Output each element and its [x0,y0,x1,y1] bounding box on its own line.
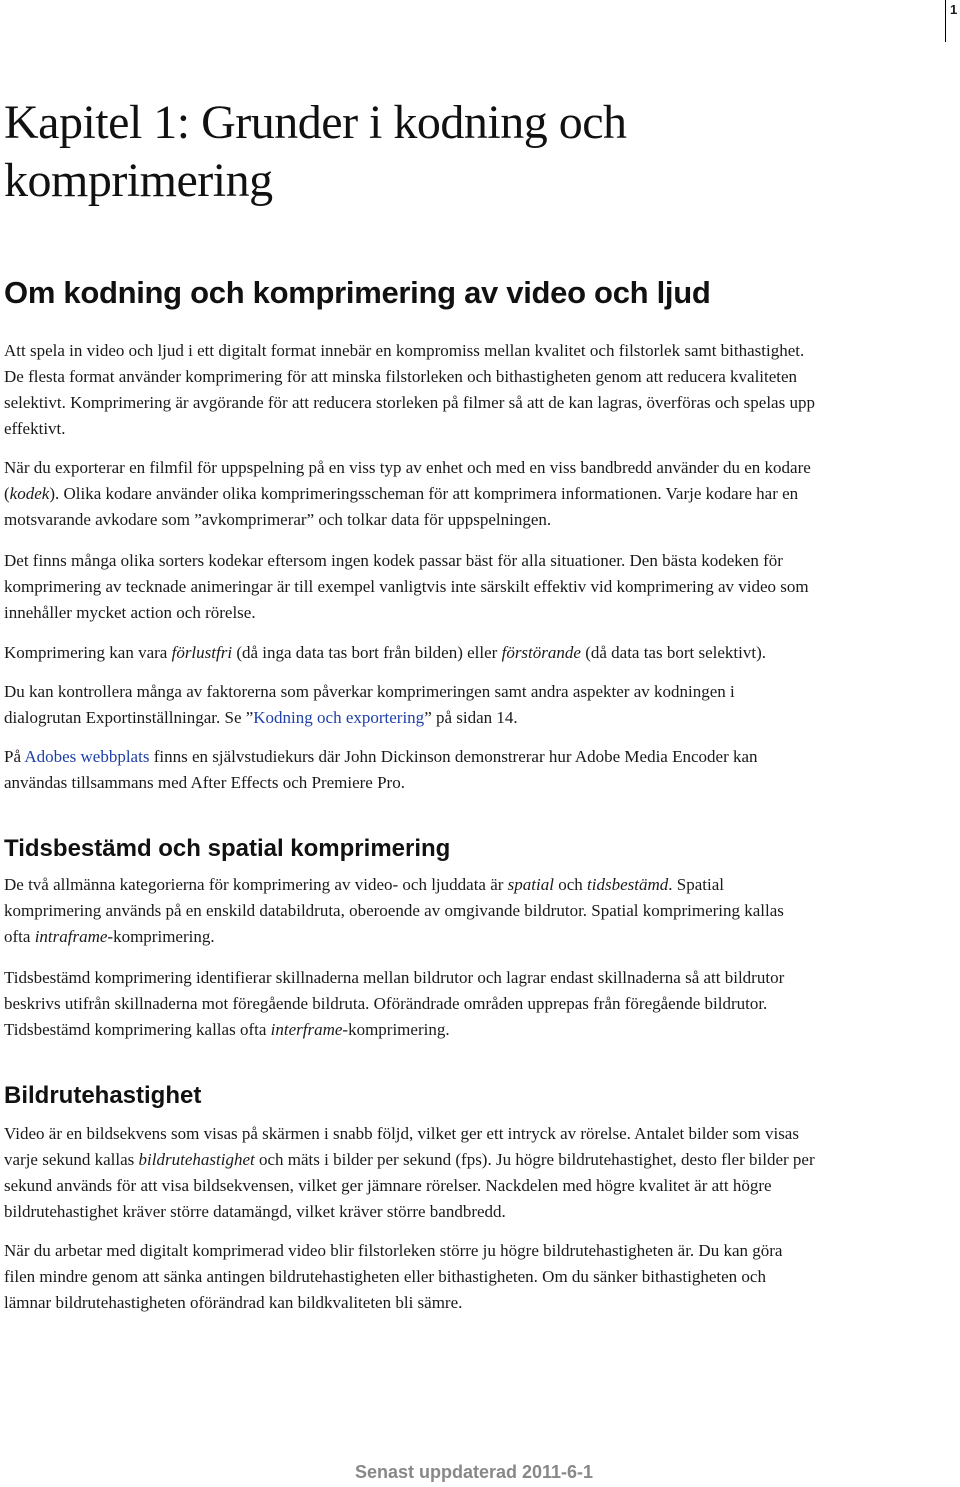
chapter-title-line-2: komprimering [4,154,273,207]
text-line: Tidsbestämd komprimering identifierar skillnaderna mellan bildrutor och lagrar endast skillnaderna så att bildrutor [4,968,785,987]
term-intraframe: intraframe [34,927,108,946]
term-forstorande: förstörande [501,643,581,662]
text-line: lämnar bildrutehastigheten oförändrad kan bildkvaliteten bli sämre. [4,1293,463,1312]
text-line: Att spela in video och ljud i ett digitalt format innebär en kompromiss mellan kvalitet och filstorlek samt bithastighet. [4,341,805,360]
text-line: komprimering av tecknade animeringar är till exempel vanligtvis inte särskilt effektiv vid komprimering av video som [4,577,809,596]
text-line: (kodek). Olika kodare använder olika komprimeringsscheman för att komprimera informationen. Varje kodare har en [4,484,799,503]
chapter-title [4,94,627,210]
text-line: motsvarande avkodare som ”avkomprimerar” och tolkar data för uppspelningen. [4,510,552,529]
paragraph [4,455,944,533]
paragraph [4,640,944,666]
paragraph [4,679,944,731]
footer-last-updated: Senast uppdaterad 2011-6-1 [354,1462,594,1482]
section-heading-compression: Tidsbestämd och spatial komprimering [4,835,451,862]
text-line: dialogrutan Exportinställningar. Se ”Kodning och exportering” på sidan 14. [4,708,518,727]
text-line: selektivt. Komprimering är avgörande för att reducera storleken på filmer så att de kan lagras, överföras och spelas upp [4,393,815,412]
text-line: ofta intraframe-komprimering. [4,927,215,946]
text-line: komprimering används på en enskild databildruta, oberoende av omgivande bildrutor. Spatial komprimering kallas [4,901,784,920]
text-line: De två allmänna kategorierna för komprimering av video- och ljuddata är spatial och tidsbestämd. Spatial [4,875,724,894]
text-line: bildrutehastighet kräver större datamängd, vilket kräver större bandbredd. [4,1202,506,1221]
section-heading-framerate: Bildrutehastighet [4,1082,202,1109]
term-tidsbestamd: tidsbestämd [587,875,669,894]
text-line: När du arbetar med digitalt komprimerad video blir filstorleken större ju högre bildrutehastigheten är. Du kan göra [4,1241,783,1260]
paragraph [4,548,944,626]
text-line: varje sekund kallas bildrutehastighet och mäts i bilder per sekund (fps). Ju högre bildrutehastighet, desto fler bilder per [4,1150,815,1169]
term-bildrutehastighet: bildrutehastighet [138,1150,255,1169]
term-kodek: kodek [9,484,50,503]
text-line: filen mindre genom att sänka antingen bildrutehastigheten eller bithastigheten. Om du sänker bithastigheten och [4,1267,766,1286]
text-line: När du exporterar en filmfil för uppspelning på en viss typ av enhet och med en viss bandbredd använder du en kodare [4,458,811,477]
text-line: Du kan kontrollera många av faktorerna som påverkar komprimeringen samt andra aspekter av kodningen i [4,682,735,701]
text-line: Komprimering kan vara förlustfri (då inga data tas bort från bilden) eller förstörande (då data tas bort selektivt). [4,643,766,662]
paragraph [4,338,944,442]
paragraph [4,872,944,950]
page-number: 1 [945,0,960,42]
text-line: användas tillsammans med After Effects och Premiere Pro. [4,773,405,792]
text-line: effektivt. [4,419,66,438]
section-heading-encoding: Om kodning och komprimering av video och ljud [4,275,711,310]
text-line: beskrivs utifrån skillnaderna mot föregående bildruta. Oförändrade områden upprepas från föregående bildrutor. [4,994,768,1013]
paragraph [4,965,944,1043]
text-line: De flesta format använder komprimering för att minska filstorleken och bithastigheten genom att reducera kvaliteten [4,367,798,386]
paragraph [4,1238,944,1316]
link-adobes-webbplats[interactable]: Adobes webbplats [24,747,150,766]
term-spatial: spatial [507,875,554,894]
paragraph [4,1121,944,1225]
text-line: På Adobes webbplats finns en självstudiekurs där John Dickinson demonstrerar hur Adobe Media Encoder kan [4,747,758,766]
text-line: Det finns många olika sorters kodekar eftersom ingen kodek passar bäst för alla situationer. Den bästa kodeken för [4,551,783,570]
link-kodning-och-exportering[interactable]: Kodning och exportering [253,708,425,727]
text-line: innehåller mycket action och rörelse. [4,603,256,622]
paragraph [4,744,944,796]
term-forlustfri: förlustfri [171,643,233,662]
term-interframe: interframe [270,1020,343,1039]
chapter-title-line-1: Kapitel 1: Grunder i kodning och [4,96,627,149]
text-line: Video är en bildsekvens som visas på skärmen i snabb följd, vilket ger ett intryck av rörelse. Antalet bilder som visas [4,1124,799,1143]
text-line: Tidsbestämd komprimering kallas ofta interframe-komprimering. [4,1020,450,1039]
text-line: sekund används för att visa bildsekvensen, vilket ger jämnare rörelser. Nackdelen med högre kvalitet är att högre [4,1176,772,1195]
